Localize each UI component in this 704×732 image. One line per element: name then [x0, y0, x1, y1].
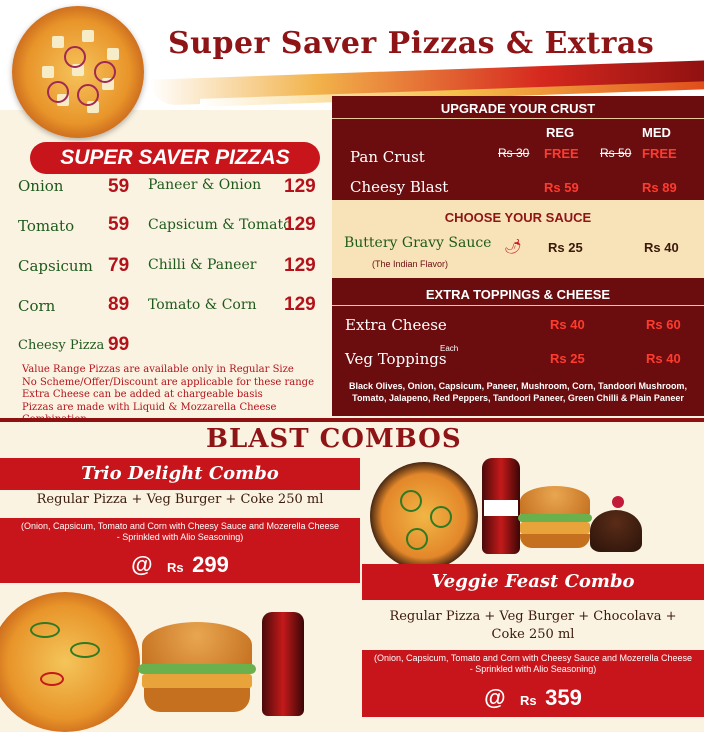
toppings-list: [334, 380, 702, 404]
menu-item-name: Tomato & Corn: [148, 297, 257, 313]
currency: Rs: [520, 693, 537, 708]
menu-item-name: Chilli & Paneer: [148, 257, 257, 273]
currency: Rs: [167, 560, 184, 575]
menu-item-name: Corn: [18, 297, 56, 315]
cheesy-med: Rs 89: [642, 180, 677, 195]
sauce-name: Buttery Gravy Sauce: [344, 235, 492, 251]
page-title: Super Saver Pizzas & Extras: [168, 26, 655, 61]
pan-med-old: Rs 50: [600, 146, 632, 160]
cheesy-reg: Rs 59: [544, 180, 579, 195]
sauce-heading: CHOOSE YOUR SAUCE: [444, 210, 592, 225]
pan-reg-free: FREE: [544, 146, 579, 161]
price-value: 359: [545, 685, 582, 710]
menu-item-price: 89: [108, 294, 130, 315]
pan-crust-label: Pan Crust: [350, 148, 425, 166]
veggie-desc-line: (Onion, Capsicum, Tomato and Corn with Cheesy Sauce and Mozerella Cheese: [374, 653, 692, 663]
veg-toppings-each: Each: [440, 344, 459, 353]
burger-image: [520, 486, 590, 516]
price-value: 299: [192, 552, 229, 577]
at-sign: @: [131, 552, 153, 577]
toppings-list-line: Black Olives, Onion, Capsicum, Paneer, Mushroom, Corn, Tandoori Mushroom,: [349, 381, 687, 391]
note-line: Extra Cheese can be added at chargeable basis: [22, 389, 263, 400]
menu-item-price: 129: [284, 294, 316, 315]
menu-item-price: 59: [108, 176, 130, 197]
note-line: Value Range Pizzas are available only in Regular Size: [22, 364, 294, 375]
pizza-image: [0, 592, 140, 732]
veggie-combo-desc: [362, 650, 704, 679]
burger-image: [142, 622, 252, 668]
veg-toppings-label: Veg Toppings: [345, 350, 447, 368]
trio-combo-desc: [0, 518, 360, 547]
sauce-reg: Rs 25: [548, 240, 583, 255]
coke-bottle-image: [262, 612, 304, 716]
veggie-items-line: Coke 250 ml: [491, 627, 575, 642]
coke-label: [484, 500, 518, 516]
sauce-sub: (The Indian Flavor): [372, 259, 449, 269]
sauce-med: Rs 40: [644, 240, 679, 255]
extra-cheese-med: Rs 60: [646, 317, 681, 332]
chilli-icon: 🌶: [504, 238, 522, 254]
menu-item-price: 129: [284, 176, 316, 197]
trio-combo-price: [0, 547, 360, 583]
section-divider: [0, 418, 704, 422]
menu-item-price: 59: [108, 214, 130, 235]
menu-item-name: Tomato: [18, 217, 75, 235]
chocolava-image: [590, 510, 642, 552]
veg-toppings-med: Rs 40: [646, 351, 681, 366]
pan-med-free: FREE: [642, 146, 677, 161]
menu-item-name: Onion: [18, 177, 64, 195]
col-reg: REG: [546, 125, 575, 140]
veggie-combo-title: Veggie Feast Combo: [362, 564, 704, 600]
at-sign: @: [484, 685, 506, 710]
menu-item-name: Capsicum: [18, 257, 93, 275]
menu-item-name: Capsicum & Tomato: [148, 217, 292, 233]
menu-item-price: 129: [284, 255, 316, 276]
blast-combos-heading: BLAST COMBOS: [206, 424, 462, 454]
trio-desc-line: - Sprinkled with Alio Seasoning): [116, 532, 244, 542]
menu-item-name: Cheesy Pizza: [18, 338, 105, 353]
trio-desc-line: (Onion, Capsicum, Tomato and Corn with Cheesy Sauce and Mozerella Cheese: [21, 521, 339, 531]
extra-cheese-label: Extra Cheese: [345, 316, 447, 334]
toppings-heading: EXTRA TOPPINGS & CHEESE: [425, 287, 611, 302]
extra-cheese-reg: Rs 40: [550, 317, 585, 332]
col-med: MED: [642, 125, 671, 140]
menu-item-price: 129: [284, 214, 316, 235]
menu-item-price: 79: [108, 255, 130, 276]
veggie-desc-line: - Sprinkled with Alio Seasoning): [469, 664, 597, 674]
cheesy-blast-label: Cheesy Blast: [350, 178, 449, 196]
raspberry-icon: [612, 496, 624, 508]
trio-combo-title: Trio Delight Combo: [0, 458, 360, 490]
veggie-items-line: Regular Pizza + Veg Burger + Chocolava +: [389, 609, 677, 624]
super-saver-banner: SUPER SAVER PIZZAS: [30, 142, 320, 174]
trio-combo-items: Regular Pizza + Veg Burger + Coke 250 ml: [36, 492, 324, 507]
menu-item-price: 99: [108, 334, 130, 355]
note-line: No Scheme/Offer/Discount are applicable for these range: [22, 376, 314, 388]
toppings-list-line: Tomato, Jalapeno, Red Peppers, Tandoori Paneer, Green Chilli & Plain Paneer: [352, 393, 684, 403]
pizza-image: [12, 6, 144, 138]
note-line: Pizzas are made with Liquid & Mozzarella Cheese: [22, 401, 277, 413]
veg-toppings-reg: Rs 25: [550, 351, 585, 366]
crust-heading: UPGRADE YOUR CRUST: [440, 101, 596, 116]
veggie-combo-price: [362, 679, 704, 717]
veggie-combo-items: [362, 608, 704, 644]
pizza-image: [370, 462, 478, 570]
menu-item-name: Paneer & Onion: [148, 177, 262, 193]
pan-reg-old: Rs 30: [498, 146, 530, 160]
